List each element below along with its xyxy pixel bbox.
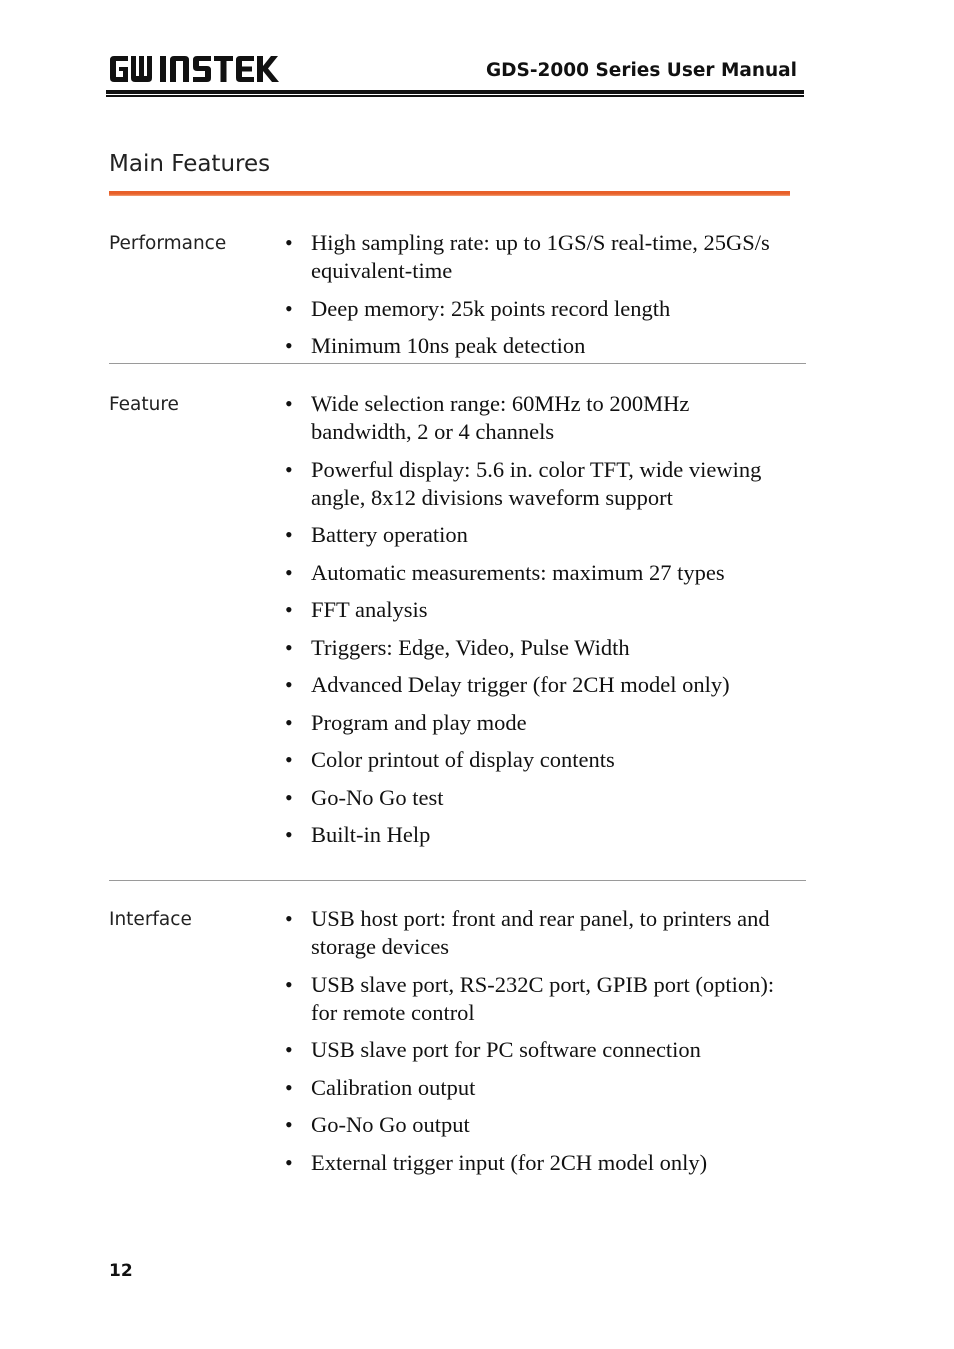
header-rule [106,90,804,94]
bullet-icon: • [285,822,293,847]
bullet-list [285,390,785,859]
bullet-icon: • [285,1074,293,1100]
list-item-text: Triggers: Edge, Video, Pulse Width [311,634,630,660]
gw-instek-logo [108,54,280,84]
list-item-text: Automatic measurements: maximum 27 types [311,559,725,585]
list-item-text: Go-No Go output [311,1112,470,1137]
list-item [285,905,785,961]
list-item-text: Color printout of display contents [311,747,615,772]
list-item [285,1074,785,1102]
list-item [285,390,785,446]
list-item-text: Deep memory: 25k points record length [311,295,671,321]
list-item [285,821,785,849]
list-item [285,1149,785,1177]
list-item [285,784,785,812]
bullet-icon: • [285,522,293,547]
list-item [285,709,785,737]
bullet-icon: • [285,709,293,735]
group-divider [109,363,806,364]
list-item-text: FFT analysis [311,597,428,622]
list-item-text: High sampling rate: up to 1GS/S real-time, 25GS/s equivalent-time [311,230,770,283]
group-label: Feature [109,394,179,415]
list-item [285,229,785,285]
list-item-text: Minimum 10ns peak detection [311,333,586,358]
bullet-icon: • [285,456,293,482]
list-item [285,671,785,699]
list-item-text: Powerful display: 5.6 in. color TFT, wide viewing angle, 8x12 divisions waveform support [311,456,762,510]
bullet-icon: • [285,747,293,772]
list-item-text: Advanced Delay trigger (for 2CH model only) [311,672,730,697]
list-item-text: Wide selection range: 60MHz to 200MHz bandwidth, 2 or 4 channels [311,391,690,444]
header-rule-thin [106,95,804,97]
bullet-icon: • [285,1037,293,1062]
list-item-text: Battery operation [311,522,468,547]
bullet-icon: • [285,1112,293,1137]
group-label: Performance [109,233,227,254]
bullet-list [285,229,785,370]
list-item [285,971,785,1027]
list-item [285,746,785,774]
list-item-text: Built-in Help [311,822,431,847]
list-item [285,596,785,624]
list-item [285,1036,785,1064]
bullet-icon: • [285,1149,293,1175]
bullet-icon: • [285,230,293,255]
bullet-icon: • [285,784,293,810]
list-item [285,295,785,323]
list-item [285,559,785,587]
list-item-text: USB slave port for PC software connection [311,1037,701,1062]
group-label: Interface [109,909,192,930]
list-item-text: Program and play mode [311,709,527,735]
list-item [285,332,785,360]
list-item [285,1111,785,1139]
bullet-icon: • [285,634,293,660]
manual-title: GDS-2000 Series User Manual [485,60,797,81]
list-item [285,456,785,512]
page-number: 12 [109,1261,133,1281]
list-item [285,634,785,662]
list-item-text: Go-No Go test [311,784,444,810]
list-item [285,521,785,549]
list-item-text: Calibration output [311,1074,476,1100]
list-item-text: USB slave port, RS-232C port, GPIB port (option): for remote control [311,971,775,1025]
bullet-icon: • [285,971,293,997]
bullet-icon: • [285,672,293,697]
bullet-icon: • [285,391,293,416]
section-title-underline [109,191,790,196]
bullet-icon: • [285,597,293,622]
bullet-icon: • [285,906,293,931]
bullet-icon: • [285,295,293,321]
bullet-icon: • [285,559,293,585]
section-title: Main Features [109,151,271,177]
bullet-icon: • [285,333,293,358]
list-item-text: External trigger input (for 2CH model only) [311,1149,708,1175]
bullet-list [285,905,785,1186]
list-item-text: USB host port: front and rear panel, to printers and storage devices [311,906,770,959]
group-divider [109,880,806,881]
